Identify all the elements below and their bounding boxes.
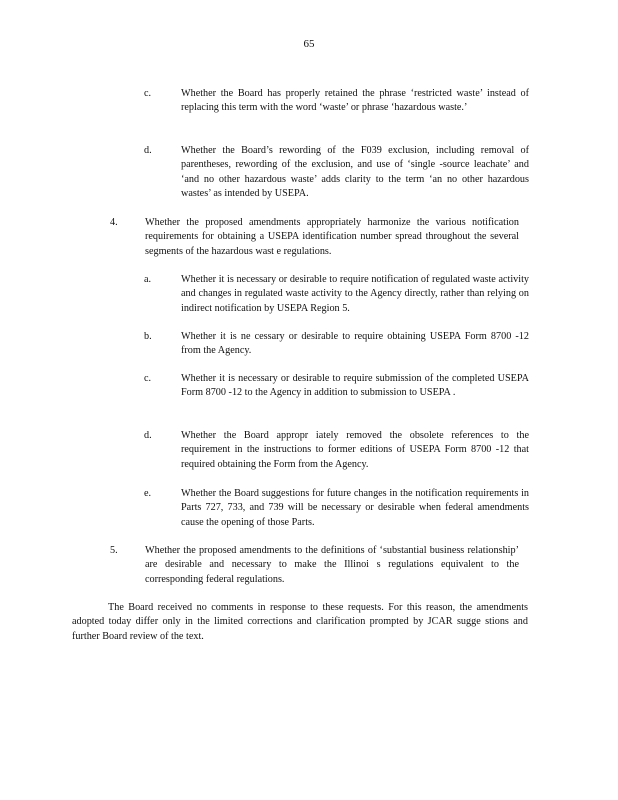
item-label: 4. xyxy=(110,217,118,228)
item-text: Whether the Board suggestions for future changes in the notification requirements in Parts 727, 733, and 739 will be necessary or desirable when federal amendments cause the opening of those Parts. xyxy=(181,488,529,528)
item-text: Whether the Board has properly retained the phrase ‘restricted waste’ instead of replacing this term with the word ‘waste’ or phrase ‘hazardous waste.’ xyxy=(181,88,529,114)
item-text: Whether the proposed amendments to the definitions of ‘substantial business relationship’ are desirable and necessary to make the Illinoi s regulations equivalent to the corresponding federal regulations. xyxy=(145,545,519,585)
item-label: d. xyxy=(144,145,152,156)
item-text: Whether it is necessary or desirable to require submission of the completed USEPA Form 8700 -12 to the Agency in addition to submission to USEPA . xyxy=(181,373,529,399)
closing-paragraph: The Board received no comments in response to these requests. For this reason, the amendments adopted today differ only in the limited corrections and clarification prompted by JCAR sugge stions and further Board review of the text. xyxy=(72,602,528,642)
page-number: 65 xyxy=(303,38,315,50)
item-label: 5. xyxy=(110,545,118,556)
item-text: Whether the proposed amendments appropriately harmonize the various notification requirements for obtaining a USEPA identification number spread throughout the several segments of the hazardous wast e regulations. xyxy=(145,217,519,257)
item-text: Whether the Board’s rewording of the F039 exclusion, including removal of parentheses, rewording of the exclusion, and use of ‘single -source leachate’ and ‘and no other hazardous waste’ adds clarity to the term ‘an no other hazardous wastes’ as intended by USEPA. xyxy=(181,145,529,199)
item-label: a. xyxy=(144,274,152,285)
item-label: c. xyxy=(144,373,152,384)
item-label: d. xyxy=(144,430,152,441)
item-label: c. xyxy=(144,88,152,99)
item-text: Whether it is necessary or desirable to require notification of regulated waste activity and changes in regulated waste activity to the Agency directly, rather than relying on indirect notification by USEPA Region 5. xyxy=(181,274,529,314)
item-text: Whether the Board appropr iately removed the obsolete references to the requirement in the instructions to former editions of USEPA Form 8700 -12 that required obtaining the Form from the Agency. xyxy=(181,430,529,470)
item-label: b. xyxy=(144,331,152,342)
item-text: Whether it is ne cessary or desirable to require obtaining USEPA Form 8700 -12 from the Agency. xyxy=(181,331,529,357)
item-label: e. xyxy=(144,488,152,499)
